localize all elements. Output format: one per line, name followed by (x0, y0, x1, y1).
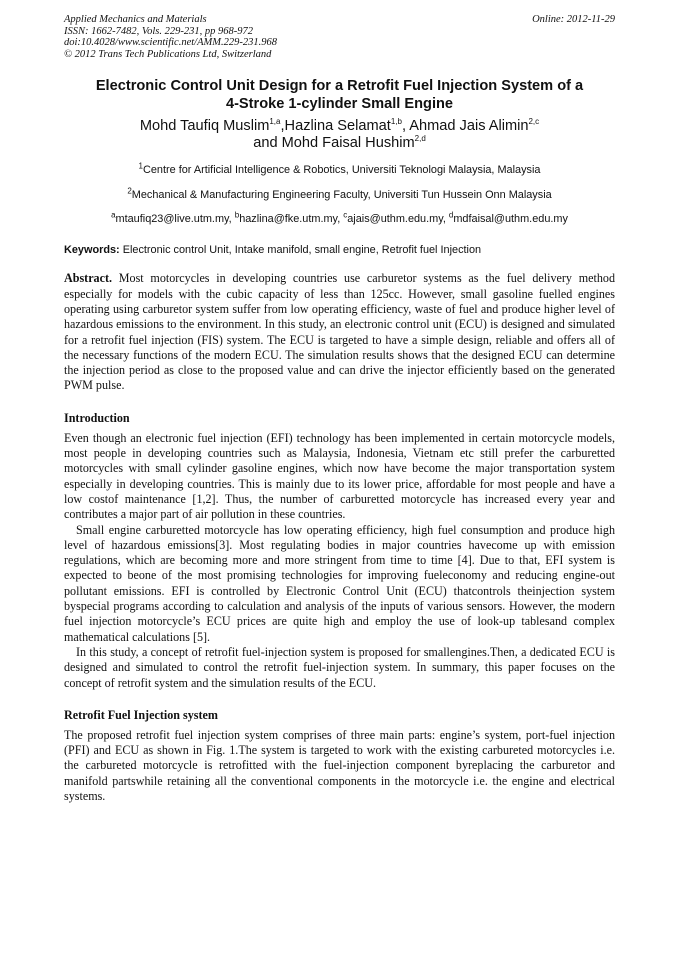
intro-paragraph-1: Even though an electronic fuel injection (EFI) technology has been implemented in certain motorcycle models, most people in developing countries such as Malaysia, Indonesia, Vietnam etc still prefer the carburetted motorcycles with small cylinder gasoline engines, which now have become the major transportation system especially in developing countries. This is mainly due to its lower price, affordable for most people and have a low costof maintenance [1,2]. Thus, the number of carburetted motorcycle has increased every year and contributes a major part of air pollution in these countries. (64, 430, 615, 522)
journal-header (64, 14, 615, 60)
author-list (64, 118, 615, 152)
abstract (64, 271, 615, 393)
abstract-label: Abstract. (64, 271, 113, 286)
title-line-2: 4-Stroke 1-cylinder Small Engine (225, 96, 454, 113)
section-heading-introduction: Introduction (64, 410, 130, 425)
copyright-line: © 2012 Trans Tech Publications Ltd, Switzerland (64, 48, 272, 60)
affiliation-1: $^1$Centre for Artificial Intelligence & Robotics, Universiti Teknologi Malaysia, Malaysia (138, 161, 541, 177)
retrofit-paragraph-1: The proposed retrofit fuel injection system comprises of three main parts: engine’s system, port-fuel injection (PFI) and ECU as shown in Fig. 1.The system is targeted to work with the existing carbureted motorcycles i.e. the carbureted motorcycle is retrofitted with the fuel-injection component byreplacing the carburetor and manifold partswhile retaining all the conventional components in the motorcycle i.e. the engine and electrical systems. (64, 727, 615, 803)
email-link: ajais@uthm.edu.my, (347, 213, 449, 226)
abstract-text: Most motorcycles in developing countries use carburetor systems as the fuel delivery method especially for models with the cubic capacity of less than 125cc. However, small gasoline fuelled engines operating using carburetor system suffer from low operating efficiency, waste of fuel and produce higher level of hazardous emissions to the environment. In this study, an electronic control unit (ECU) is designed and simulated for a retrofit fuel injection (FIS) system. The ECU is targeted to have a simple design, reliable and offers all of the necessary functions of the modern ECU. The simulation results shows that the designed ECU can determine the injection period as close to the proposed value and can drive the injector efficiently based on the generated PWM pulse. (64, 271, 615, 393)
intro-paragraph-3: In this study, a concept of retrofit fuel-injection system is proposed for smallengines.Then, a dedicated ECU is designed and simulated to control the retrofit fuel-injection system. In summary, this paper focuses on the concept of retrofit system and the simulation results of the ECU. (64, 644, 615, 690)
author-name: ,Hazlina Selamat (280, 118, 391, 135)
intro-paragraph-2: Small engine carburetted motorcycle has low operating efficiency, high fuel consumption and produce high level of hazardous emissions[3]. Most regulating bodies in major countries havecome up with emission regulations, which are becoming more and more stringent from time to time [4]. Due to that, EFI system is expected to beone of the most promising technologies for improving fueleconomy and reducing engine-out pollutant emissions. EFI is controlled by Electronic Control Unit (ECU) thatcontrols theinjection system byspecial programs according to calculation and analysis of the inputs of various sensors. However, the modern fuel injection motorcycle’s ECU prices are quite high and employ the use of look-up tablesand complex mathematical calculations [5]. (64, 522, 615, 644)
author-name: and Mohd Faisal Hushim (253, 135, 415, 152)
author-name: , Ahmad Jais Alimin (401, 118, 529, 135)
keywords-text: Electronic control Unit, Intake manifold, small engine, Retrofit fuel Injection (119, 244, 482, 257)
author-superscript: 1,b (390, 117, 402, 127)
email-link: mdfaisal@uthm.edu.my (453, 213, 568, 226)
journal-name: Applied Mechanics and Materials (64, 14, 207, 25)
author-name: Mohd Taufiq Muslim (139, 118, 270, 135)
email-link: hazlina@fke.utm.my, (239, 213, 344, 226)
title-line-1: Electronic Control Unit Design for a Retrofit Fuel Injection System of a (95, 78, 584, 95)
doi-line: doi:10.4028/www.scientific.net/AMM.229-231.968 (64, 37, 277, 49)
author-superscript: 1,a (269, 117, 281, 127)
author-emails: $^a$mtaufiq23@live.utm.my, $^b$hazlina@fke.utm.my, $^c$ajais@uthm.edu.my, $^d$mdfaisal@uthm.edu.my (111, 210, 568, 226)
issn-line: ISSN: 1662-7482, Vols. 229-231, pp 968-972 (64, 25, 253, 37)
keywords-label: Keywords: (64, 244, 120, 257)
email-link: mtaufiq23@live.utm.my, (115, 213, 235, 226)
keywords (64, 243, 615, 257)
paper-page (64, 14, 615, 804)
affiliation-2: $^2$Mechanical & Manufacturing Engineering Faculty, Universiti Tun Hussein Onn Malaysia (127, 186, 552, 202)
author-superscript: 2,d (414, 134, 426, 144)
section-heading-retrofit: Retrofit Fuel Injection system (64, 707, 218, 722)
author-superscript: 2,c (528, 117, 540, 127)
paper-title (64, 77, 615, 113)
online-date: Online: 2012-11-29 (532, 14, 615, 25)
